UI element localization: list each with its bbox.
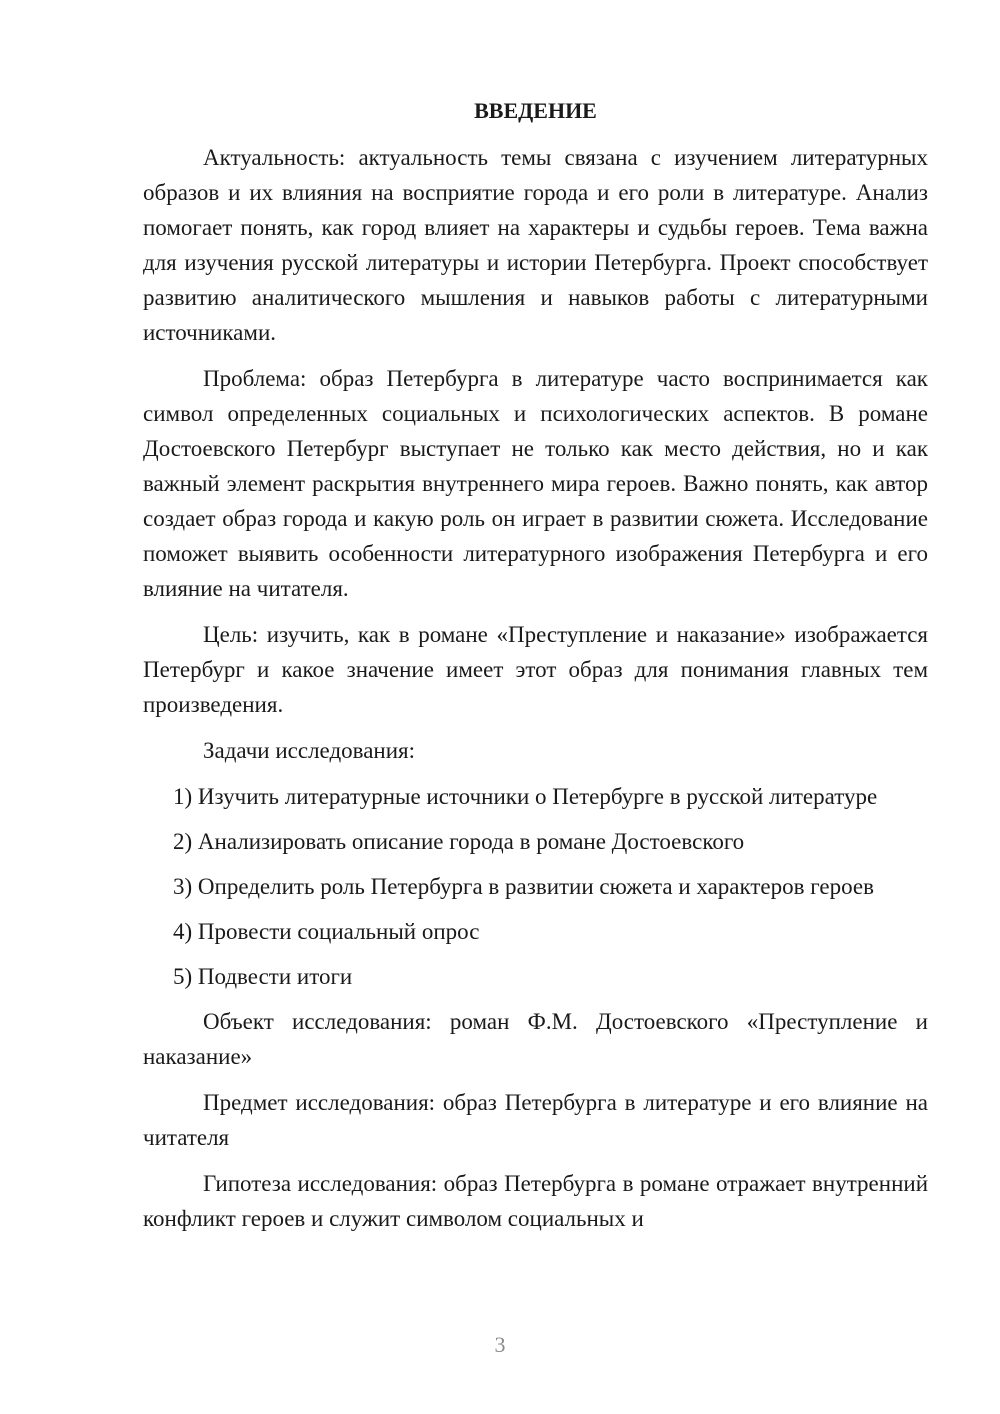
list-item: 4) Провести социальный опрос <box>173 919 480 944</box>
paragraph-problem: Проблема: образ Петербурга в литературе часто воспринимается как символ определенных социальных и психологических аспектов. В романе Достоевского Петербург выступает не только как место действия, но и как важный элемент раскрытия внутреннего мира героев. Важно понять, как автор создает образ города и какую роль он играет в развитии сюжета. Исследование поможет выявить особенности литературного изображения Петербурга и его влияние на читателя. <box>143 366 928 601</box>
paragraph-subject: Предмет исследования: образ Петербурга в литературе и его влияние на читателя <box>143 1090 928 1150</box>
paragraph-goal: Цель: изучить, как в романе «Преступление и наказание» изображается Петербург и какое значение имеет этот образ для понимания главных тем произведения. <box>143 622 928 717</box>
list-item: 2) Анализировать описание города в романе Достоевского <box>173 829 745 854</box>
page-content <box>143 97 928 1247</box>
tasks-title: Задачи исследования: <box>203 738 416 763</box>
page-number: 3 <box>494 1332 506 1357</box>
list-item: 3) Определить роль Петербурга в развитии сюжета и характеров героев <box>173 874 874 899</box>
paragraph-relevance: Актуальность: актуальность темы связана с изучением литературных образов и их влияния на восприятие города и его роли в литературе. Анализ помогает понять, как город влияет на характеры и судьбы героев. Тема важна для изучения русской литературы и истории Петербурга. Проект способствует развитию аналитического мышления и навыков работы с литературными источниками. <box>143 145 928 345</box>
list-item: 5) Подвести итоги <box>173 964 353 989</box>
paragraph-hypothesis: Гипотеза исследования: образ Петербурга в романе отражает внутренний конфликт героев и служит символом социальных и <box>143 1171 928 1231</box>
paragraph-object: Объект исследования: роман Ф.М. Достоевского «Преступление и наказание» <box>143 1009 928 1069</box>
list-item: 1) Изучить литературные источники о Петербурге в русской литературе <box>173 784 878 809</box>
section-heading: ВВЕДЕНИЕ <box>474 98 597 123</box>
tasks-list <box>143 779 928 994</box>
